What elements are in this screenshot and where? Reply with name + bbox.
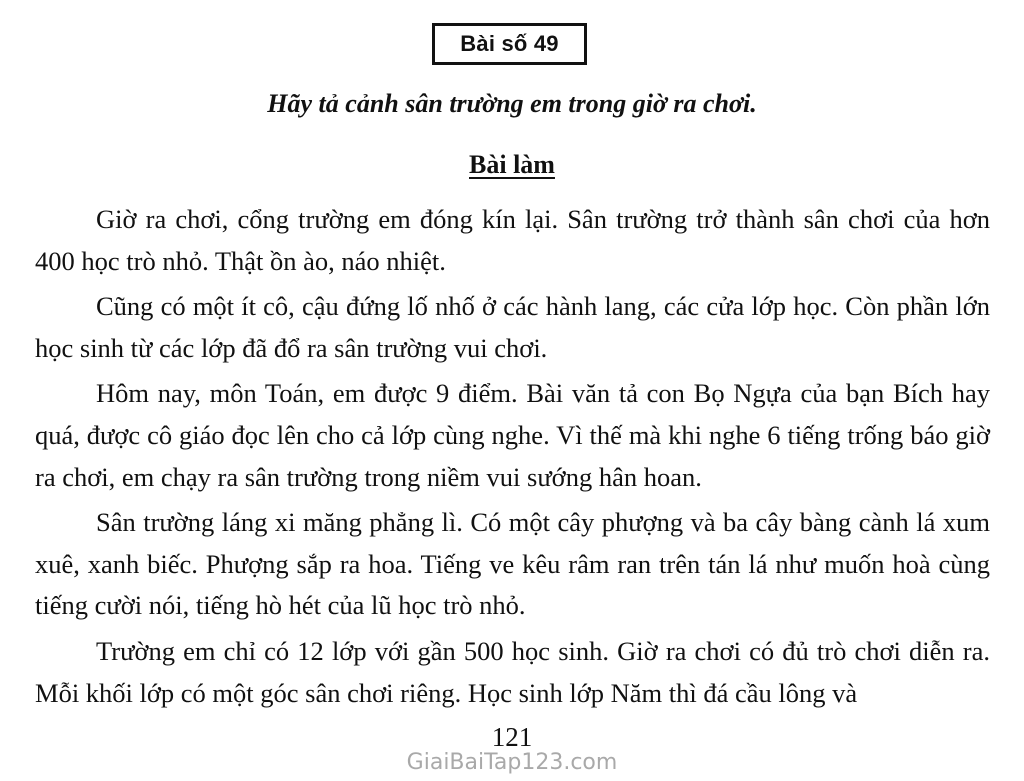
watermark: GiaiBaiTap123.com (406, 750, 618, 775)
paragraph-5: Trường em chỉ có 12 lớp với gần 500 học sinh. Giờ ra chơi có đủ trò chơi diễn ra. Mỗi khối lớp có một góc sân chơi riêng. Học sinh lớp Năm thì đá cầu lông và (35, 635, 990, 708)
exercise-title: Bài số 49 (460, 31, 559, 56)
paragraph-2: Cũng có một ít cô, cậu đứng lố nhố ở các hành lang, các cửa lớp học. Còn phần lớn học sinh từ các lớp đã đổ ra sân trường vui chơi. (35, 291, 990, 363)
paragraph-4: Sân trường láng xi măng phẳng lì. Có một cây phượng và ba cây bàng cành lá xum xuê, xanh biếc. Phượng sắp ra hoa. Tiếng ve kêu râm ran trên tán lá như muốn hoà cùng tiếng cười nói, tiếng hò hét của lũ học trò nhỏ. (35, 507, 990, 621)
exercise-title-box (432, 23, 587, 65)
essay-body (35, 199, 990, 718)
paragraph-3: Hôm nay, môn Toán, em được 9 điểm. Bài văn tả con Bọ Ngựa của bạn Bích hay quá, được cô giáo đọc lên cho cả lớp cùng nghe. Vì thế mà khi nghe 6 tiếng trống báo giờ ra chơi, em chạy ra sân trường trong niềm vui sướng hân hoan. (35, 378, 990, 492)
page-number: 121 (491, 722, 533, 752)
essay-prompt: Hãy tả cảnh sân trường em trong giờ ra chơi. (267, 89, 757, 118)
answer-heading-text: Bài làm (469, 150, 555, 179)
answer-heading (0, 145, 1024, 185)
paragraph-1: Giờ ra chơi, cổng trường em đóng kín lại. Sân trường trở thành sân chơi của hơn 400 học trò nhỏ. Thật ồn ào, náo nhiệt. (35, 204, 990, 276)
